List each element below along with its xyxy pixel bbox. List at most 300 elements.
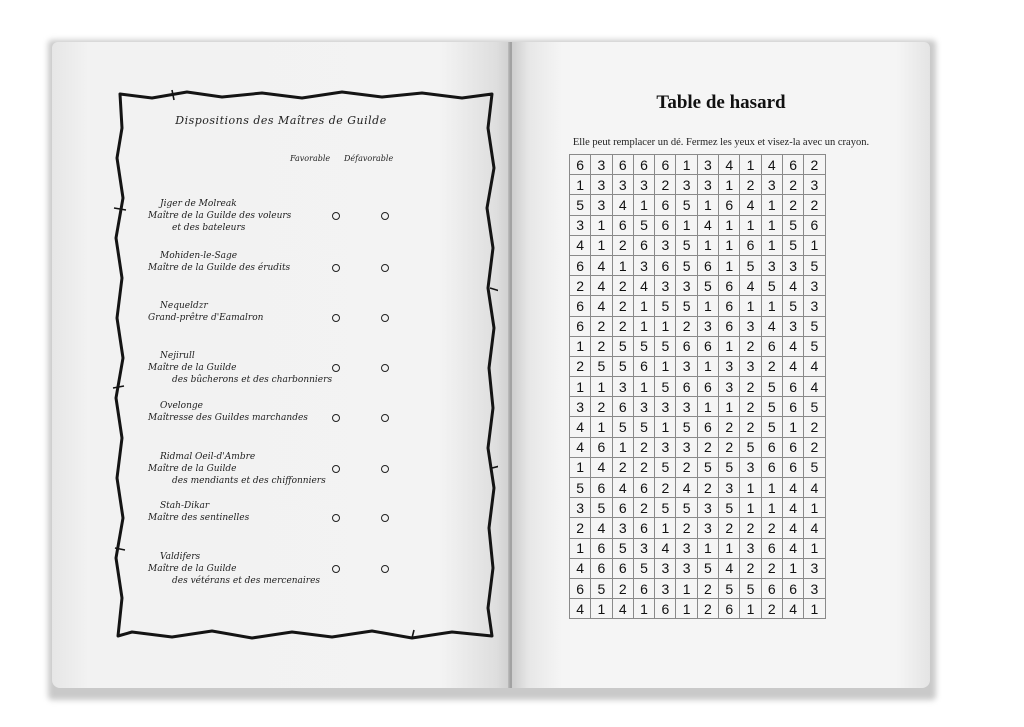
grid-cell: 2 [612,235,633,255]
grid-cell: 2 [740,397,761,417]
grid-cell: 5 [676,498,697,518]
grid-cell: 5 [655,336,676,356]
defavorable-checkbox [381,565,389,573]
defavorable-checkbox [381,465,389,473]
grid-cell: 4 [782,538,803,558]
grid-cell: 4 [570,235,591,255]
grid-cell: 6 [612,498,633,518]
grid-cell: 4 [570,437,591,457]
grid-cell: 4 [612,599,633,619]
grid-cell: 5 [804,255,825,275]
grid-cell: 2 [591,397,612,417]
grid-cell: 4 [591,296,612,316]
grid-cell: 2 [612,276,633,296]
guild-master-row [148,551,438,601]
grid-cell: 2 [612,296,633,316]
grid-cell: 1 [570,457,591,477]
grid-cell: 3 [719,478,740,498]
guild-master-row [148,300,438,350]
grid-row [570,538,826,558]
grid-cell: 2 [633,498,654,518]
favorable-column-header: Favorable [290,154,331,163]
grid-cell: 1 [761,195,782,215]
grid-cell: 5 [633,558,654,578]
grid-cell: 6 [676,377,697,397]
guild-master-title: Maître de la Guilde des voleurs [148,211,292,221]
grid-cell: 3 [761,175,782,195]
grid-cell: 1 [591,599,612,619]
grid-cell: 4 [570,417,591,437]
grid-row [570,235,826,255]
grid-row [570,377,826,397]
grid-cell: 4 [761,155,782,175]
grid-cell: 3 [804,276,825,296]
grid-cell: 6 [655,195,676,215]
grid-cell: 3 [633,538,654,558]
defavorable-checkbox [381,364,389,372]
grid-cell: 4 [782,478,803,498]
grid-cell: 2 [719,417,740,437]
grid-cell: 4 [804,478,825,498]
grid-cell: 3 [804,175,825,195]
guild-master-title: Maître de la Guilde des érudits [148,263,291,273]
grid-cell: 3 [591,175,612,195]
guild-master-title: des mendiants et des chiffonniers [172,476,326,486]
grid-cell: 6 [719,276,740,296]
favorable-checkbox [332,414,340,422]
grid-cell: 3 [655,578,676,598]
grid-cell: 1 [697,296,718,316]
grid-cell: 1 [761,478,782,498]
grid-cell: 1 [633,599,654,619]
grid-cell: 4 [719,558,740,578]
grid-cell: 3 [740,316,761,336]
grid-cell: 1 [740,296,761,316]
grid-cell: 4 [591,518,612,538]
grid-cell: 1 [804,235,825,255]
grid-cell: 5 [697,276,718,296]
grid-cell: 5 [719,457,740,477]
grid-cell: 6 [697,255,718,275]
grid-row [570,296,826,316]
grid-cell: 6 [761,457,782,477]
defavorable-checkbox [381,314,389,322]
grid-row [570,558,826,578]
grid-cell: 2 [761,558,782,578]
grid-cell: 6 [782,578,803,598]
grid-cell: 3 [697,175,718,195]
grid-cell: 3 [676,356,697,376]
grid-cell: 4 [782,599,803,619]
grid-cell: 4 [719,155,740,175]
grid-cell: 6 [612,397,633,417]
grid-cell: 3 [655,276,676,296]
grid-cell: 5 [782,215,803,235]
grid-cell: 2 [633,457,654,477]
grid-cell: 5 [804,336,825,356]
grid-cell: 4 [591,255,612,275]
guild-master-row [148,500,438,550]
grid-cell: 3 [655,437,676,457]
random-table-title: Table de hasard [656,92,786,113]
grid-cell: 3 [612,175,633,195]
grid-cell: 1 [804,498,825,518]
grid-row [570,276,826,296]
grid-cell: 1 [591,377,612,397]
grid-cell: 3 [633,255,654,275]
grid-cell: 6 [804,215,825,235]
grid-cell: 3 [655,235,676,255]
grid-cell: 3 [676,276,697,296]
grid-cell: 3 [570,498,591,518]
grid-cell: 3 [697,316,718,336]
grid-cell: 6 [633,356,654,376]
grid-cell: 3 [612,518,633,538]
grid-cell: 2 [570,518,591,538]
grid-cell: 2 [591,316,612,336]
grid-cell: 1 [591,417,612,437]
grid-cell: 5 [570,195,591,215]
grid-cell: 2 [761,356,782,376]
grid-cell: 5 [761,417,782,437]
favorable-checkbox [332,514,340,522]
grid-cell: 3 [676,558,697,578]
guild-master-title: des vétérans et des mercenaires [172,576,321,586]
grid-cell: 2 [633,437,654,457]
guild-master-name: Stah-Dikar [160,501,210,511]
grid-cell: 3 [719,356,740,376]
defavorable-column-header: Défavorable [344,154,394,163]
grid-cell: 2 [697,578,718,598]
grid-cell: 1 [655,356,676,376]
grid-cell: 3 [676,437,697,457]
grid-cell: 3 [676,175,697,195]
grid-cell: 4 [676,478,697,498]
grid-cell: 5 [782,296,803,316]
favorable-checkbox [332,565,340,573]
grid-cell: 4 [804,356,825,376]
grid-cell: 4 [612,195,633,215]
grid-cell: 6 [633,235,654,255]
guild-master-row [148,400,438,450]
grid-cell: 1 [761,296,782,316]
grid-cell: 3 [676,538,697,558]
grid-cell: 6 [782,155,803,175]
grid-cell: 6 [570,255,591,275]
guild-master-row [148,451,438,501]
grid-cell: 1 [591,235,612,255]
grid-cell: 1 [740,155,761,175]
left-page [52,42,510,688]
guild-master-row [148,250,438,300]
defavorable-checkbox [381,212,389,220]
grid-cell: 1 [612,255,633,275]
grid-cell: 1 [740,498,761,518]
grid-cell: 5 [612,417,633,437]
grid-cell: 3 [633,397,654,417]
grid-cell: 3 [761,255,782,275]
grid-cell: 4 [804,518,825,538]
grid-cell: 2 [719,437,740,457]
favorable-checkbox [332,314,340,322]
grid-cell: 5 [655,498,676,518]
grid-cell: 6 [740,235,761,255]
grid-cell: 6 [719,195,740,215]
grid-cell: 5 [697,457,718,477]
grid-cell: 6 [655,215,676,235]
grid-cell: 2 [782,195,803,215]
grid-cell: 2 [676,457,697,477]
grid-cell: 3 [570,397,591,417]
grid-cell: 1 [761,235,782,255]
grid-cell: 5 [676,235,697,255]
grid-cell: 2 [655,175,676,195]
grid-cell: 1 [740,599,761,619]
grid-cell: 2 [570,356,591,376]
guild-master-name: Mohiden-le-Sage [160,251,238,261]
grid-cell: 5 [782,235,803,255]
guild-master-title: Maître de la Guilde [148,363,237,373]
grid-cell: 5 [740,255,761,275]
grid-cell: 3 [804,296,825,316]
grid-cell: 5 [591,498,612,518]
grid-cell: 1 [570,336,591,356]
grid-cell: 1 [633,195,654,215]
grid-cell: 3 [697,518,718,538]
grid-row [570,175,826,195]
grid-cell: 4 [761,316,782,336]
grid-cell: 5 [761,276,782,296]
guild-master-title: Grand-prêtre d'Eamalron [148,313,264,323]
random-number-grid [569,154,826,619]
grid-cell: 6 [633,478,654,498]
grid-cell: 2 [697,478,718,498]
guild-master-title: Maître des sentinelles [148,513,250,523]
grid-row [570,518,826,538]
grid-cell: 2 [804,195,825,215]
grid-cell: 6 [761,437,782,457]
grid-cell: 6 [761,578,782,598]
grid-cell: 1 [655,417,676,437]
grid-cell: 6 [655,255,676,275]
grid-cell: 3 [676,397,697,417]
grid-cell: 1 [804,599,825,619]
grid-cell: 3 [697,498,718,518]
grid-cell: 6 [782,377,803,397]
favorable-checkbox [332,364,340,372]
grid-cell: 5 [697,558,718,578]
grid-cell: 4 [782,518,803,538]
grid-row [570,336,826,356]
grid-cell: 2 [740,175,761,195]
guild-master-name: Valdifers [160,552,201,562]
grid-cell: 3 [570,215,591,235]
grid-row [570,498,826,518]
grid-cell: 3 [655,397,676,417]
grid-cell: 4 [570,558,591,578]
grid-cell: 5 [804,316,825,336]
grid-cell: 5 [676,417,697,437]
grid-cell: 1 [804,538,825,558]
grid-cell: 6 [591,538,612,558]
guild-master-row [148,350,438,400]
grid-cell: 2 [740,417,761,437]
grid-cell: 5 [761,377,782,397]
grid-cell: 2 [782,175,803,195]
grid-cell: 3 [655,558,676,578]
grid-cell: 1 [676,215,697,235]
grid-cell: 1 [633,296,654,316]
grid-cell: 2 [761,599,782,619]
guild-master-name: Nequeldzr [160,301,208,311]
grid-cell: 3 [782,255,803,275]
grid-cell: 1 [740,215,761,235]
grid-row [570,397,826,417]
grid-cell: 4 [591,457,612,477]
grid-cell: 6 [697,417,718,437]
grid-cell: 5 [676,195,697,215]
grid-cell: 4 [740,195,761,215]
grid-cell: 5 [591,356,612,376]
guild-master-title: des bûcherons et des charbonniers [172,375,333,385]
grid-cell: 6 [676,336,697,356]
grid-cell: 2 [740,336,761,356]
grid-cell: 5 [740,578,761,598]
grid-cell: 5 [719,498,740,518]
grid-cell: 2 [719,518,740,538]
grid-cell: 6 [761,538,782,558]
grid-cell: 5 [633,417,654,437]
grid-cell: 4 [782,498,803,518]
grid-cell: 1 [570,377,591,397]
grid-row [570,215,826,235]
grid-cell: 2 [804,155,825,175]
grid-cell: 5 [676,255,697,275]
grid-cell: 6 [719,316,740,336]
grid-cell: 6 [612,558,633,578]
defavorable-checkbox [381,514,389,522]
grid-cell: 6 [655,599,676,619]
guild-master-title: et des bateleurs [172,223,246,233]
grid-cell: 1 [719,397,740,417]
grid-cell: 1 [676,155,697,175]
grid-cell: 2 [804,437,825,457]
grid-cell: 4 [782,336,803,356]
grid-cell: 6 [782,457,803,477]
grid-row [570,437,826,457]
grid-cell: 2 [761,518,782,538]
grid-cell: 1 [697,356,718,376]
defavorable-checkbox [381,264,389,272]
grid-cell: 6 [782,437,803,457]
grid-cell: 6 [570,296,591,316]
grid-cell: 1 [570,175,591,195]
grid-row [570,478,826,498]
grid-cell: 3 [633,175,654,195]
grid-cell: 1 [719,215,740,235]
grid-cell: 3 [591,155,612,175]
random-table-instructions: Elle peut remplacer un dé. Fermez les yeux et visez-la avec un crayon. [572,137,870,148]
grid-cell: 1 [719,235,740,255]
grid-cell: 4 [740,276,761,296]
grid-row [570,356,826,376]
grid-row [570,255,826,275]
grid-cell: 6 [697,377,718,397]
grid-cell: 4 [782,276,803,296]
grid-cell: 6 [612,215,633,235]
grid-cell: 1 [655,518,676,538]
grid-cell: 2 [740,558,761,578]
grid-cell: 2 [676,316,697,336]
grid-cell: 3 [591,195,612,215]
grid-cell: 6 [633,155,654,175]
guild-master-name: Nejirull [160,351,195,361]
grid-cell: 3 [740,457,761,477]
grid-row [570,195,826,215]
grid-cell: 1 [633,316,654,336]
grid-cell: 5 [804,397,825,417]
grid-cell: 1 [612,437,633,457]
favorable-checkbox [332,264,340,272]
grid-cell: 5 [570,478,591,498]
grid-cell: 4 [612,478,633,498]
grid-cell: 5 [612,538,633,558]
grid-cell: 2 [697,437,718,457]
grid-cell: 1 [633,377,654,397]
guild-master-title: Maître de la Guilde [148,464,237,474]
grid-cell: 1 [719,255,740,275]
grid-cell: 1 [782,417,803,437]
grid-cell: 2 [612,578,633,598]
guild-table-title: Dispositions des Maîtres de Guilde [175,114,387,127]
grid-cell: 3 [804,578,825,598]
grid-cell: 3 [719,377,740,397]
grid-cell: 1 [761,215,782,235]
grid-cell: 2 [804,417,825,437]
grid-cell: 5 [740,437,761,457]
grid-cell: 2 [740,518,761,538]
grid-cell: 6 [719,599,740,619]
grid-cell: 6 [612,155,633,175]
grid-cell: 6 [761,336,782,356]
grid-cell: 5 [676,296,697,316]
grid-cell: 2 [697,599,718,619]
grid-cell: 3 [782,316,803,336]
grid-cell: 4 [697,215,718,235]
guild-master-name: Ridmal Oeil-d'Ambre [160,452,256,462]
grid-cell: 1 [740,478,761,498]
grid-cell: 1 [719,175,740,195]
grid-cell: 4 [591,276,612,296]
grid-cell: 6 [633,578,654,598]
grid-cell: 5 [633,336,654,356]
guild-master-name: Jiger de Molreak [160,199,237,209]
grid-cell: 1 [719,336,740,356]
guild-master-title: Maître de la Guilde [148,564,237,574]
grid-cell: 1 [697,397,718,417]
grid-cell: 5 [804,457,825,477]
grid-cell: 5 [655,457,676,477]
grid-cell: 5 [591,578,612,598]
grid-cell: 1 [697,538,718,558]
grid-cell: 5 [655,296,676,316]
grid-cell: 6 [591,437,612,457]
favorable-checkbox [332,212,340,220]
guild-master-title: Maîtresse des Guildes marchandes [148,413,308,423]
grid-cell: 4 [570,599,591,619]
grid-cell: 3 [697,155,718,175]
grid-cell: 4 [804,377,825,397]
